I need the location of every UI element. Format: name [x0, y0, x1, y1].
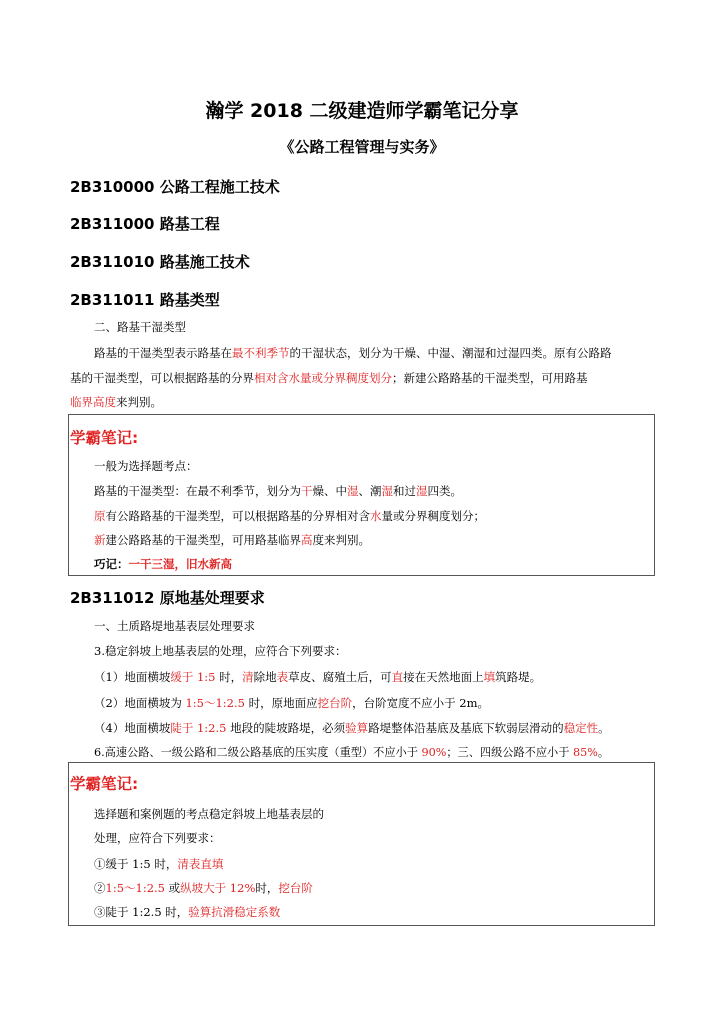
text: 基的干湿类型，可以根据路基的分界: [70, 371, 254, 385]
text: 路基的干湿类型表示路基在: [94, 346, 232, 360]
section-subheading: 一、土质路堤地基表层处理要求: [94, 619, 255, 633]
note-line: [94, 856, 223, 872]
paragraph-line: [70, 394, 162, 410]
text: 6.高速公路、一级公路和二级公路基底的压实度（重型）不应小于: [94, 746, 422, 759]
text: 度来判别。: [312, 533, 370, 547]
text: 建公路路基的干湿类型，可用路基临界: [105, 533, 301, 547]
text: 路堤整体沿基底及基底下软弱层滑动的: [368, 721, 564, 735]
heading-2b311012: 2B311012 原地基处理要求: [70, 589, 265, 607]
text: 地段的陡坡路堤，必须: [226, 721, 346, 735]
highlight-text: 直: [391, 670, 404, 684]
note-line: [94, 532, 370, 548]
text: 路基的干湿类型：在最不利季节，划分为: [94, 484, 301, 498]
heading-2b310000: 2B310000 公路工程施工技术: [70, 178, 280, 196]
text: 。: [597, 746, 610, 759]
mnemonic-line: [94, 556, 232, 572]
page-subtitle: 《公路工程管理与实务》: [279, 138, 445, 156]
highlight-text: 湿: [381, 484, 393, 498]
paragraph-line: [94, 745, 609, 761]
note-line: 一般为选择题考点：: [94, 459, 198, 473]
highlight-text: 湿: [416, 484, 428, 498]
note-line: [94, 483, 462, 499]
note-line: [94, 880, 313, 896]
paragraph-line: [70, 370, 588, 386]
mnemonic-label: 巧记：: [94, 557, 129, 571]
highlight-text: 陡于 1:2.5: [170, 721, 227, 735]
heading-2b311011: 2B311011 路基类型: [70, 291, 220, 309]
text: 的干湿状态，划分为干燥、中湿、潮湿和过湿四类。原有公路路: [289, 346, 612, 360]
paragraph-line: 3.稳定斜坡上地基表层的处理，应符合下列要求：: [94, 644, 347, 658]
text: ；三、四级公路不应小于: [446, 746, 573, 759]
text: 和过: [393, 484, 416, 498]
note-line: [94, 508, 485, 524]
text: 或: [165, 881, 181, 895]
paragraph-line: [94, 345, 612, 361]
highlight-text: 验算: [345, 721, 369, 735]
text: 时，: [255, 881, 279, 895]
highlight-text: 90%: [421, 746, 447, 759]
text: 时，: [215, 670, 243, 684]
text: 草皮、腐殖土后，可: [288, 670, 392, 684]
text: ，台阶宽度不应小于 2m。: [352, 696, 490, 710]
text: 燥、中: [312, 484, 347, 498]
highlight-text: 缓于 1:5: [170, 670, 216, 684]
note-line: 处理，应符合下列要求：: [94, 831, 221, 845]
heading-2b311000: 2B311000 路基工程: [70, 215, 220, 233]
note-line: [94, 904, 280, 920]
text: 。: [598, 721, 610, 735]
heading-2b311010: 2B311010 路基施工技术: [70, 253, 250, 271]
highlight-text: 临界高度: [70, 395, 116, 409]
highlight-text: 湿: [347, 484, 359, 498]
note-title: 学霸笔记:: [70, 429, 139, 447]
highlight-text: 水: [370, 509, 382, 523]
text: （4）地面横坡: [94, 721, 171, 735]
text: 时，原地面应: [244, 696, 318, 710]
text: （2）地面横坡为: [94, 696, 186, 710]
highlight-text: 纵坡大于 12%: [180, 881, 256, 895]
note-title: 学霸笔记:: [70, 775, 139, 793]
text: 、潮: [358, 484, 382, 498]
text: 有公路路基的干湿类型，可以根据路基的分界相对含: [105, 509, 370, 523]
text: ③陡于 1:2.5 时，: [94, 905, 189, 919]
text: ②: [94, 881, 106, 895]
highlight-text: 干: [301, 484, 313, 498]
highlight-text: 稳定性: [563, 721, 599, 735]
highlight-text: 挖台阶: [278, 881, 313, 895]
page-title: 瀚学 2018 二级建造师学霸笔记分享: [205, 100, 519, 122]
highlight-text: 清: [242, 670, 254, 684]
note-line: 选择题和案例题的考点稳定斜坡上地基表层的: [94, 807, 324, 821]
highlight-text: 表: [276, 670, 289, 684]
highlight-text: 挖台阶: [317, 696, 353, 710]
highlight-text: 新: [94, 533, 106, 547]
highlight-text: 清表直填: [177, 857, 224, 871]
text: 来判别。: [116, 395, 162, 409]
highlight-text: 高: [301, 533, 313, 547]
text: 筑路堤。: [495, 670, 542, 684]
highlight-text: 相对含水量或分界稠度划分: [254, 371, 392, 385]
highlight-text: 原: [94, 509, 106, 523]
section-subheading: 二、路基干湿类型: [94, 320, 186, 334]
highlight-text: 验算抗滑稳定系数: [188, 905, 281, 919]
highlight-text: 85%: [572, 746, 598, 759]
highlight-text: 最不利季节: [232, 346, 290, 360]
text: 接在天然地面上: [403, 670, 484, 684]
highlight-text: 1:5～1:2.5: [105, 881, 165, 895]
text: 量或分界稠度划分；: [381, 509, 485, 523]
text: 除地: [253, 670, 277, 684]
list-item: [94, 669, 541, 685]
list-item: [94, 695, 489, 711]
text: ①缓于 1:5 时，: [94, 857, 178, 871]
highlight-text: 1:5～1:2.5: [185, 696, 245, 710]
list-item: [94, 720, 610, 736]
text: （1）地面横坡: [94, 670, 171, 684]
highlight-text: 填: [483, 670, 496, 684]
text: 四类。: [427, 484, 462, 498]
text: ；新建公路路基的干湿类型，可用路基: [392, 371, 588, 385]
mnemonic-text: 一干三湿，旧水新高: [128, 557, 232, 571]
